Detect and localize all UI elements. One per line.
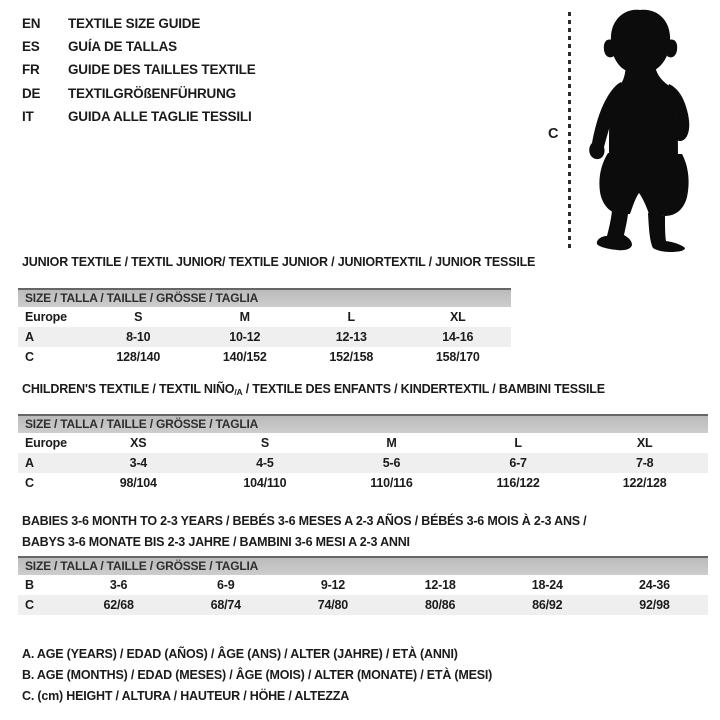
footnote-b: B. AGE (MONTHS) / EDAD (MESES) / ÂGE (MOIS) / ALTER (MONATE) / ETÀ (MESI) — [22, 668, 493, 682]
table-cell: 3-6 — [109, 578, 128, 592]
table-cell: 122/128 — [622, 476, 667, 490]
table-cell: 104/110 — [243, 476, 287, 490]
row-label: C — [25, 350, 34, 364]
table-cell: 62/68 — [103, 598, 134, 612]
table-cell: 8-10 — [126, 330, 151, 344]
legend-footnotes — [22, 644, 492, 707]
size-band-label: SIZE / TALLA / TAILLE / GRÖSSE / TAGLIA — [25, 559, 259, 573]
table-cell: L — [514, 436, 522, 450]
row-label: A — [25, 456, 34, 470]
children-section-title — [22, 382, 605, 397]
language-title: TEXTILE SIZE GUIDE — [68, 16, 201, 31]
table-cell: 9-12 — [320, 578, 346, 592]
table-cell: XS — [130, 436, 147, 450]
language-title: GUÍA DE TALLAS — [68, 39, 177, 55]
table-cell: S — [260, 436, 269, 450]
table-cell: XL — [449, 310, 466, 324]
table-row — [18, 595, 708, 615]
children-title-part2: / TEXTILE DES ENFANTS / KINDERTEXTIL / BAMBINI TESSILE — [242, 382, 605, 396]
children-title-part1: CHILDREN'S TEXTILE / TEXTIL NIÑO — [22, 382, 235, 396]
table-cell: 14-16 — [442, 330, 474, 344]
row-label: C — [25, 476, 34, 490]
babies-section-title — [22, 511, 586, 552]
language-code: DE — [22, 85, 41, 101]
language-row-en — [22, 12, 256, 35]
footnote-a: A. AGE (YEARS) / EDAD (AÑOS) / ÂGE (ANS) / ALTER (JAHRE) / ETÀ (ANNI) — [22, 647, 458, 661]
size-band-label: SIZE / TALLA / TAILLE / GRÖSSE / TAGLIA — [25, 417, 259, 431]
row-label: A — [25, 330, 34, 344]
language-title-list — [22, 12, 256, 128]
table-cell: 92/98 — [639, 598, 670, 612]
babies-title-line1: BABIES 3-6 MONTH TO 2-3 YEARS / BEBÉS 3-6 MESES A 2-3 AÑOS / BÉBÉS 3-6 MOIS À 2-3 ANS / — [22, 514, 587, 528]
language-row-fr — [22, 58, 256, 81]
size-band-header — [18, 288, 511, 307]
row-label: B — [25, 578, 34, 592]
table-cell: 6-7 — [509, 456, 527, 470]
table-cell: 68/74 — [210, 598, 241, 612]
table-cell: 12-18 — [424, 578, 456, 592]
table-cell: 7-8 — [635, 456, 654, 470]
children-title-subscript: /A — [234, 387, 243, 397]
table-row — [18, 575, 708, 595]
table-cell: 6-9 — [217, 578, 235, 592]
table-cell: S — [134, 310, 143, 324]
table-cell: M — [239, 310, 250, 324]
babies-size-table — [18, 556, 708, 615]
table-cell: 24-36 — [638, 578, 670, 592]
table-cell: 158/170 — [435, 350, 480, 364]
row-label: Europe — [25, 436, 67, 450]
row-label: Europe — [25, 310, 67, 324]
size-band-header — [18, 556, 708, 575]
language-row-es — [22, 35, 256, 58]
language-title: GUIDE DES TAILLES TEXTILE — [68, 62, 256, 78]
table-cell: XL — [636, 436, 653, 450]
dotted-measure-line — [568, 12, 571, 249]
size-band-label: SIZE / TALLA / TAILLE / GRÖSSE / TAGLIA — [25, 291, 259, 305]
language-title: TEXTILGRÖßENFÜHRUNG — [68, 85, 236, 101]
table-cell: 110/116 — [370, 476, 413, 490]
table-cell: 5-6 — [382, 456, 401, 470]
table-row — [18, 433, 708, 453]
language-code: EN — [22, 16, 41, 31]
table-cell: 128/140 — [116, 350, 161, 364]
junior-size-table — [18, 288, 511, 367]
height-measure-label: C — [548, 126, 559, 142]
table-cell: 140/152 — [222, 350, 267, 364]
table-row — [18, 327, 511, 347]
children-size-table — [18, 414, 708, 493]
row-label: C — [25, 598, 34, 612]
babies-title-line2: BABYS 3-6 MONATE BIS 2-3 JAHRE / BAMBINI 3-6 MESI A 2-3 ANNI — [22, 534, 410, 549]
table-row — [18, 473, 708, 493]
table-cell: M — [386, 436, 397, 450]
table-cell: 74/80 — [317, 598, 349, 612]
table-cell: 10-12 — [229, 330, 261, 344]
table-cell: 18-24 — [531, 578, 563, 592]
table-cell: 80/86 — [424, 598, 456, 612]
language-row-it — [22, 105, 256, 128]
table-cell: L — [347, 310, 355, 324]
language-code: ES — [22, 39, 40, 55]
language-row-de — [22, 82, 256, 105]
language-title: GUIDA ALLE TAGLIE TESSILI — [68, 108, 252, 124]
junior-section-title: JUNIOR TEXTILE / TEXTIL JUNIOR/ TEXTILE JUNIOR / JUNIORTEXTIL / JUNIOR TESSILE — [22, 255, 536, 269]
footnote-c: C. (cm) HEIGHT / ALTURA / HAUTEUR / HÖHE / ALTEZZA — [22, 689, 350, 703]
table-row — [18, 307, 511, 327]
language-code: FR — [22, 62, 40, 78]
table-row — [18, 453, 708, 473]
table-cell: 3-4 — [129, 456, 148, 470]
size-band-header — [18, 414, 708, 433]
table-cell: 152/158 — [329, 350, 374, 364]
table-cell: 12-13 — [335, 330, 367, 344]
table-cell: 98/104 — [119, 476, 157, 490]
table-cell: 116/122 — [496, 476, 540, 490]
language-code: IT — [22, 108, 34, 124]
table-cell: 86/92 — [532, 598, 563, 612]
table-cell: 4-5 — [256, 456, 274, 470]
toddler-silhouette-image — [577, 6, 712, 252]
table-row — [18, 347, 511, 367]
